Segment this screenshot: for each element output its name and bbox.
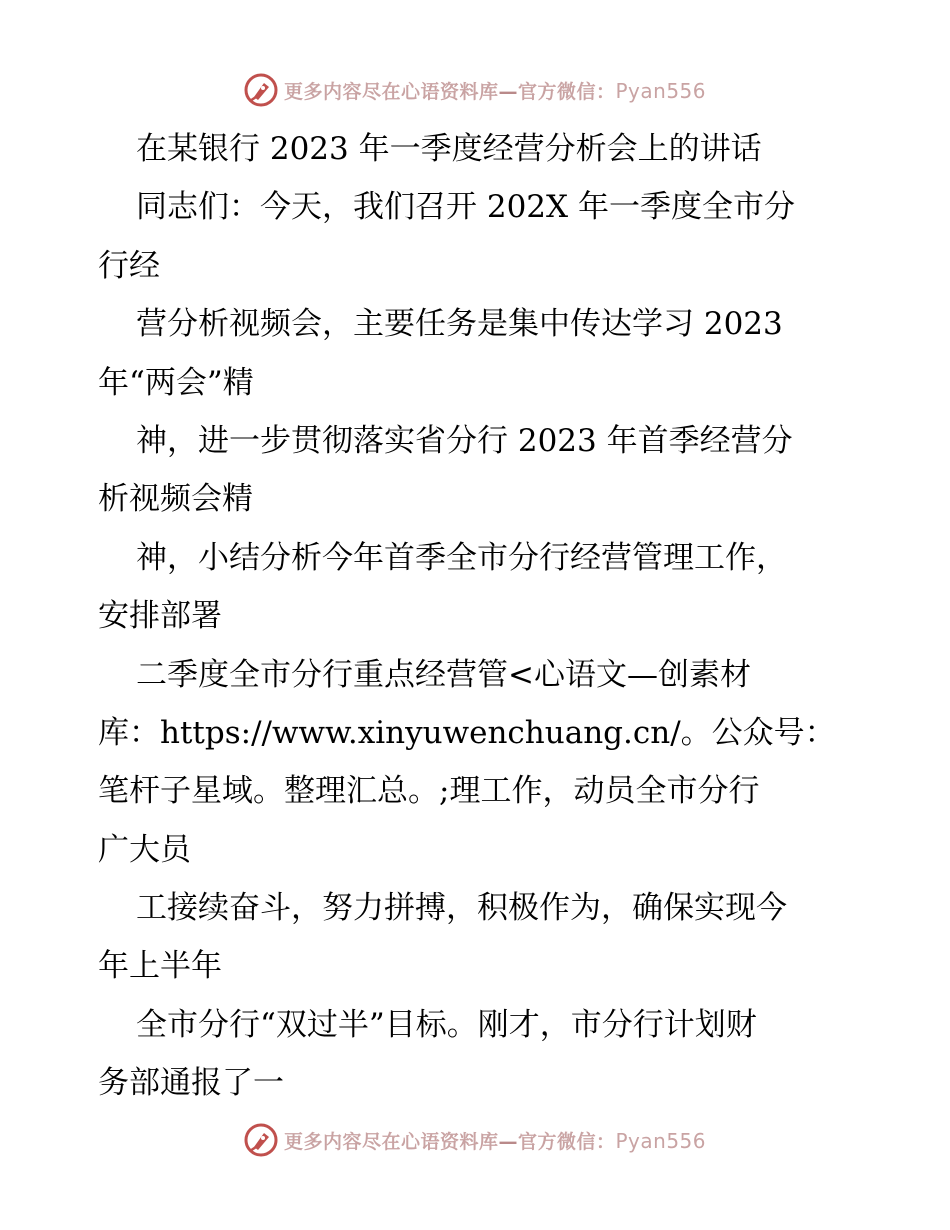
document-body xyxy=(98,120,858,1113)
paragraph-line: 安排部署 xyxy=(98,598,222,635)
paragraph-line: 神，小结分析今年首季全市分行经营管理工作， xyxy=(136,539,787,576)
paragraph-line: 析视频会精 xyxy=(98,481,253,518)
banner-title: 更多内容尽在心语资料库 xyxy=(283,1130,499,1153)
banner-dash: — xyxy=(498,80,518,103)
paragraph-line: 笔杆子星域。整理汇总。;理工作，动员全市分行 xyxy=(98,773,760,810)
banner-dash: — xyxy=(498,1130,518,1153)
paragraph-line: 工接续奋斗，努力拼搏，积极作为，确保实现今 xyxy=(136,890,787,927)
paragraph-line: 行经 xyxy=(98,247,160,284)
paragraph-line: 年上半年 xyxy=(98,948,222,985)
paragraph-line: 务部通报了一 xyxy=(98,1065,284,1102)
paragraph-line: 二季度全市分行重点经营管<心语文—创素材 xyxy=(136,656,751,693)
fountain-pen-nib-icon xyxy=(244,1123,278,1157)
paragraph-line: 神，进一步贯彻落实省分行 2023 年首季经营分 xyxy=(136,422,793,459)
paragraph-line: 广大员 xyxy=(98,831,191,868)
banner-official-label: 官方微信： xyxy=(517,80,616,103)
fountain-pen-nib-icon xyxy=(244,73,278,107)
document-title: 在某银行 2023 年一季度经营分析会上的讲话 xyxy=(136,131,762,167)
banner-text xyxy=(284,1127,706,1154)
paragraph-line: 年“两会”精 xyxy=(98,364,254,401)
paragraph-line: 全市分行“双过半”目标。刚才，市分行计划财 xyxy=(136,1006,757,1043)
paragraph-line: 营分析视频会，主要任务是集中传达学习 2023 xyxy=(136,306,783,343)
banner-official-label: 官方微信： xyxy=(517,1130,616,1153)
banner-wechat-id: Pyan556 xyxy=(615,1128,707,1153)
footer-watermark-banner xyxy=(0,1120,950,1160)
banner-wechat-id: Pyan556 xyxy=(615,78,707,103)
banner-text xyxy=(284,77,706,104)
paragraph-line: 库：https://www.xinyuwenchuang.cn/。公众号： xyxy=(98,714,836,751)
header-watermark-banner xyxy=(0,70,950,110)
paragraph-line: 同志们：今天，我们召开 202X 年一季度全市分 xyxy=(136,189,795,226)
banner-title: 更多内容尽在心语资料库 xyxy=(283,80,499,103)
